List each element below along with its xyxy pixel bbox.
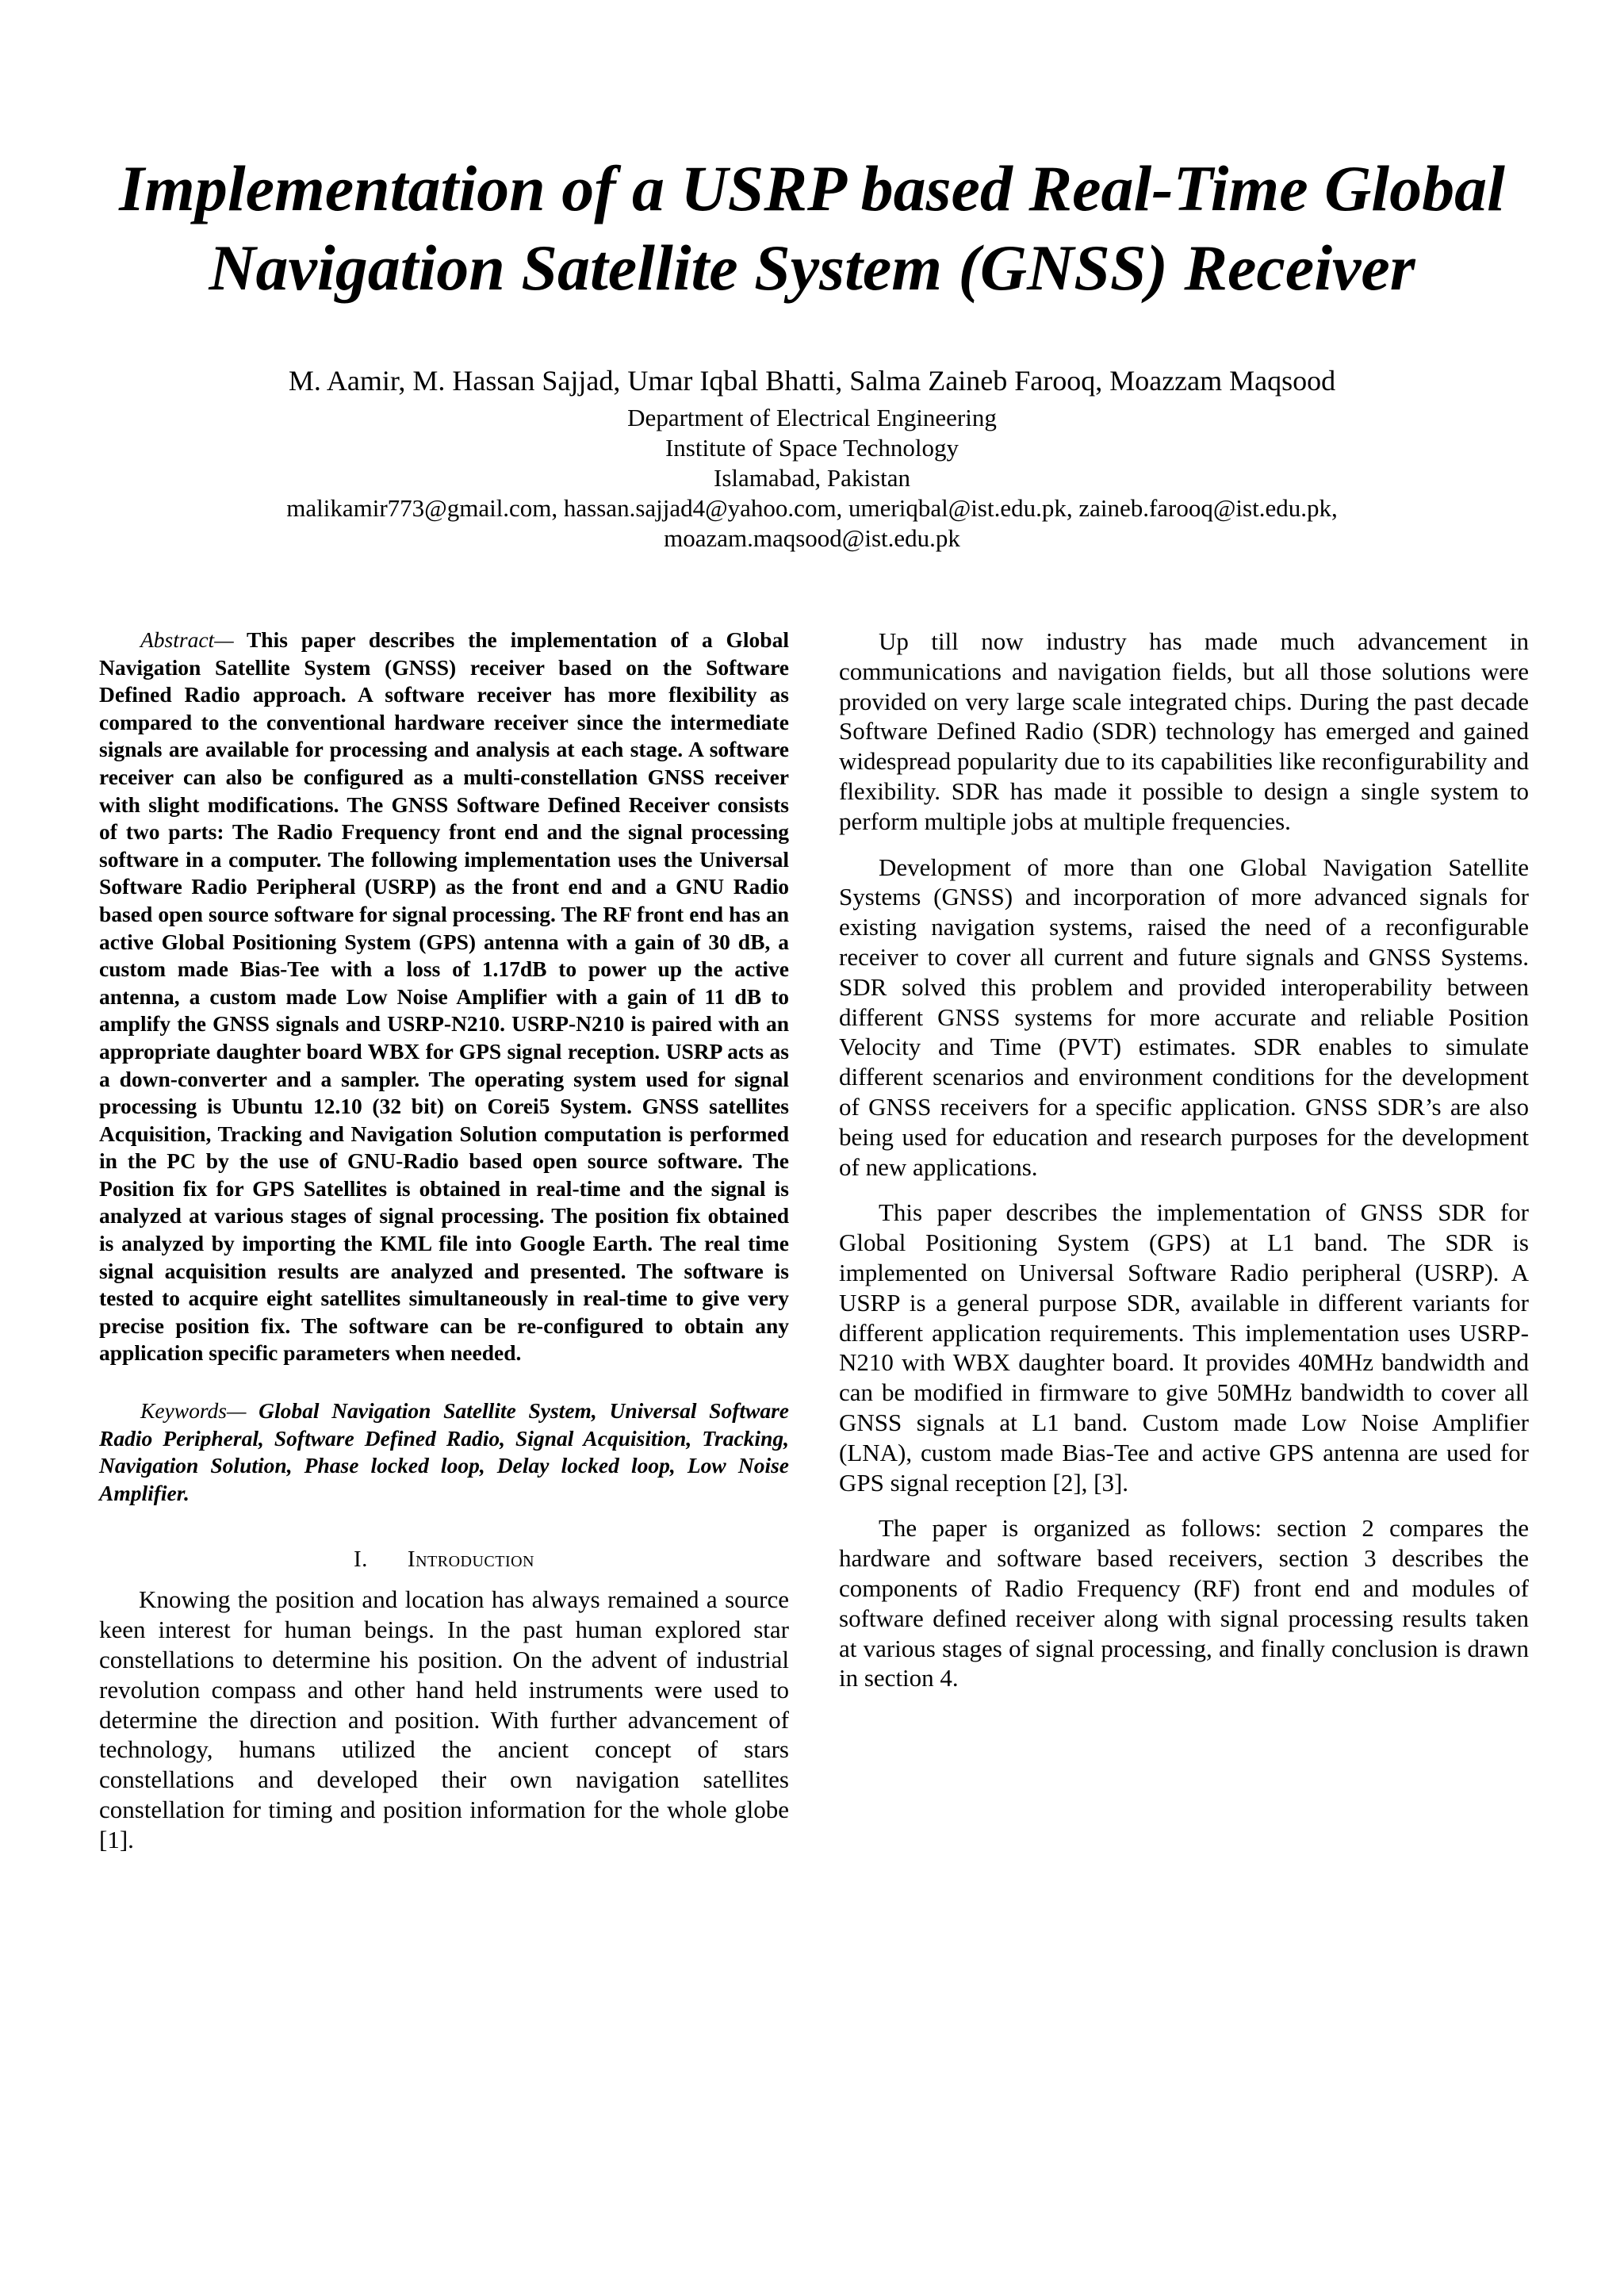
right-paragraph-4: The paper is organized as follows: section 2 compares the hardware and software based receivers, section 3 describes the components of Radio Frequency (RF) front end and modules of software defined receiver along with signal processing results taken at various stages of signal processing, and finally conclusion is drawn in section 4. xyxy=(839,1514,1529,1692)
emails-line-2: moazam.maqsood@ist.edu.pk xyxy=(664,524,960,552)
keywords-text: Global Navigation Satellite System, Universal Software Radio Peripheral, Software Defined Radio, Signal Acquisition, Tracking, Navigation Solution, Phase locked loop, Delay locked loop, Low Noise Amplifier. xyxy=(99,1398,789,1505)
location: Islamabad, Pakistan xyxy=(714,464,910,492)
left-column xyxy=(99,627,789,1871)
title-line-1: Implementation of a USRP based Real-Time Global xyxy=(119,152,1505,224)
section-number: I. xyxy=(353,1547,368,1573)
author-list: M. Aamir, M. Hassan Sajjad, Umar Iqbal Bhatti, Salma Zaineb Farooq, Moazzam Maqsood xyxy=(288,365,1336,397)
title-line-2: Navigation Satellite System (GNSS) Receiver xyxy=(209,232,1415,304)
paper-title xyxy=(63,149,1561,308)
abstract-lead: Abstract— xyxy=(140,627,234,652)
right-paragraph-2: Development of more than one Global Navigation Satellite Systems (GNSS) and incorporation of more advanced signals for existing navigation systems, raised the need of a reconfigurable receiver to cover all current and future signals and GNSS Systems. SDR solved this problem and provided interoperability between different GNSS systems for more accurate and reliable Position Velocity and Time (PVT) estimates. SDR enables to simulate different scenarios and environment conditions for the development of GNSS receivers for a specific application. GNSS SDR’s are also being used for education and research purposes for the development of new applications. xyxy=(839,853,1529,1181)
emails-line-1: malikamir773@gmail.com, hassan.sajjad4@yahoo.com, umeriqbal@ist.edu.pk, zaineb.farooq@ist.edu.pk, xyxy=(286,494,1338,522)
right-paragraph-1: Up till now industry has made much advancement in communications and navigation fields, but all those solutions were provided on very large scale integrated chips. During the past decade Software Defined Radio (SDR) technology has emerged and gained widespread popularity due to its capabilities like reconfigurability and flexibility. SDR has made it possible to design a single system to perform multiple jobs at multiple frequencies. xyxy=(839,627,1529,835)
affiliation-block xyxy=(79,403,1545,554)
intro-paragraph-1: Knowing the position and location has always remained a source keen interest for human beings. In the past human explored star constellations to determine his position. On the advent of industrial revolution compass and other hand held instruments were used to determine the direction and position. With further advancement of technology, humans utilized the ancient concept of stars constellations and developed their own navigation satellites constellation for timing and position information for the whole globe [1]. xyxy=(99,1585,789,1853)
keywords-lead: Keywords— xyxy=(140,1398,247,1424)
abstract xyxy=(99,627,789,1367)
section-heading-introduction xyxy=(99,1545,789,1573)
department: Department of Electrical Engineering xyxy=(627,404,997,431)
institute: Institute of Space Technology xyxy=(665,434,959,462)
abstract-text: This paper describes the implementation of a Global Navigation Satellite System (GNSS) receiver based on the Software Defined Radio approach. A software receiver has more flexibility as compared to the conventional hardware receiver since the intermediate signals are available for processing and analysis at each stage. A software receiver can also be configured as a multi-constellation GNSS receiver with slight modifications. The GNSS Software Defined Receiver consists of two parts: The Radio Frequency front end and the signal processing software in a computer. The following implementation uses the Universal Software Radio Peripheral (USRP) as the front end and a GNU Radio based open source software for signal processing. The RF front end has an active Global Positioning System (GPS) antenna with a gain of 30 dB, a custom made Bias-Tee with a loss of 1.17dB to power up the active antenna, a custom made Low Noise Amplifier with a gain of 11 dB to amplify the GNSS signals and USRP-N210. USRP-N210 is paired with an appropriate daughter board WBX for GPS signal reception. USRP acts as a down-converter and a sampler. The operating system used for signal processing is Ubuntu 12.10 (32 bit) on Corei5 System. GNSS satellites Acquisition, Tracking and Navigation Solution computation is performed in the PC by the use of GNU-Radio based open source software. The Position fix for GPS Satellites is obtained in real-time and the signal is analyzed at various stages of signal processing. The position fix obtained is analyzed by importing the KML file into Google Earth. The real time signal acquisition results are analyzed and presented. The software is tested to acquire eight satellites simultaneously in real-time to give very precise position fix. The software can be re-configured to obtain any application specific parameters when needed. xyxy=(99,627,789,1366)
right-column xyxy=(839,627,1529,1709)
right-paragraph-3: This paper describes the implementation of GNSS SDR for Global Positioning System (GPS) at L1 band. The SDR is implemented on Universal Software Radio peripheral (USRP). A USRP is a general purpose SDR, available in different variants for different application requirements. This implementation uses USRP-N210 with WBX daughter board. It provides 40MHz bandwidth and can be modified in firmware to give 50MHz bandwidth to cover all GNSS signals at L1 band. Custom made Low Noise Amplifier (LNA), custom made Bias-Tee and active GPS antenna are used for GPS signal reception [2], [3]. xyxy=(839,1198,1529,1497)
keywords xyxy=(99,1397,789,1507)
section-title: Introduction xyxy=(407,1547,534,1573)
